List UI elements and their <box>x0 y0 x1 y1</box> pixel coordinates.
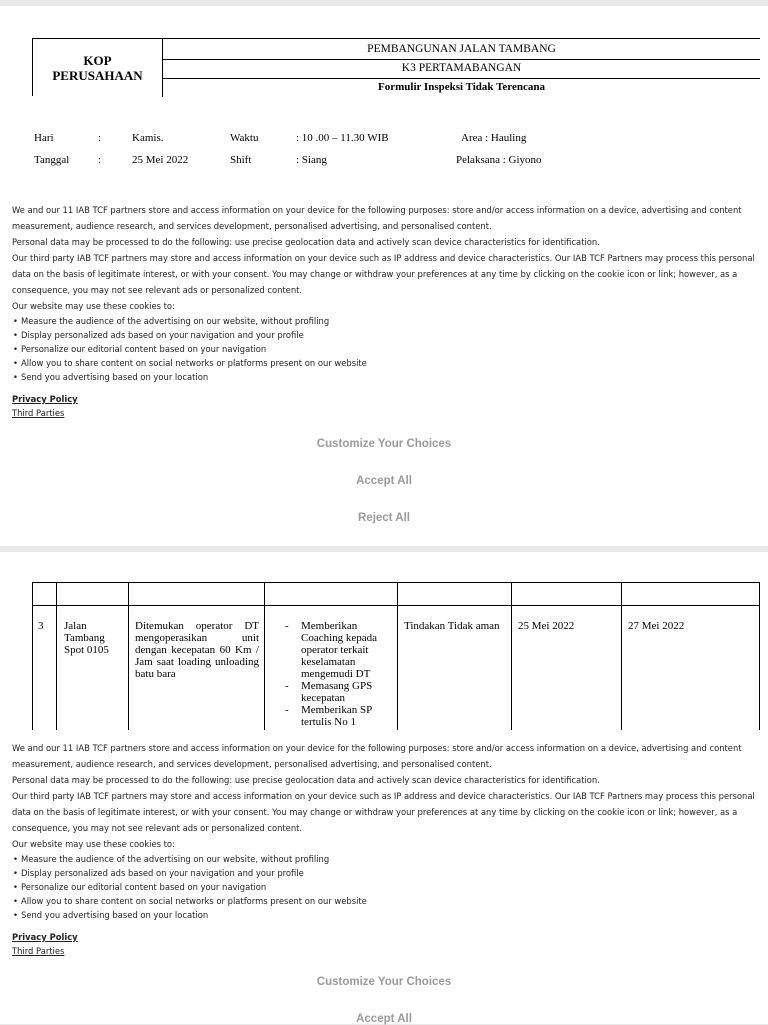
finding-date-cell: 25 Mei 2022 <box>518 620 575 632</box>
location-cell: Jalan Tambang Spot 0105 <box>64 620 109 656</box>
list-item: • Allow you to share content on social networks or platforms present on our website <box>21 356 756 370</box>
area-field: Area : Hauling <box>461 132 527 144</box>
consent-purposes-text: We and our 11 IAB TCF partners store and access information on your device for the following purposes: store and/or access information on a device, advertising and content measurement, audience research, and services development, personalised advertising, and personalised content. <box>12 205 742 231</box>
document-page-2 <box>0 552 768 1024</box>
list-item: • Display personalized ads based on your navigation and your profile <box>21 328 756 342</box>
finding-cell: Ditemukan operator DT mengoperasikan unit dengan kecepatan 60 Km / Jam saat loading unloading batu bara <box>135 620 259 680</box>
cookie-purpose-list <box>12 852 756 922</box>
action-cell <box>285 620 389 728</box>
consent-geolocation-text: Personal data may be processed to do the following: use precise geolocation data and actively scan device characteristics for identification. <box>12 237 600 247</box>
waktu-value: : 10 .00 – 11.30 WIB <box>296 132 389 144</box>
kop-line-1: KOP <box>83 53 112 68</box>
list-item: • Personalize our editorial content based on your navigation <box>21 342 756 356</box>
completion-date-cell: 27 Mei 2022 <box>628 620 685 632</box>
form-header-table <box>32 38 760 96</box>
consent-cookies-intro: Our website may use these cookies to: <box>12 839 175 849</box>
consent-cookies-intro: Our website may use these cookies to: <box>12 301 175 311</box>
pelaksana-field: Pelaksana : Giyono <box>456 154 542 166</box>
list-item: - Memberikan Coaching kepada operator terkait keselamatan mengemudi DT <box>285 620 389 680</box>
shift-label: Shift <box>230 154 252 166</box>
list-item: • Allow you to share content on social networks or platforms present on our website <box>21 894 756 908</box>
accept-all-button[interactable]: Accept All <box>356 475 412 487</box>
consent-partners-text: Our third party IAB TCF partners may store and access information on your device such as IP address and device characteristics. Our IAB TCF Partners may process this personal data on the basis of legitimate interest, or with your consent. You may change or withdraw your preferences at any time by clicking on the cookie icon or link; however, as a consequence, you may not see relevant ads or personalized content. <box>12 791 755 833</box>
tanggal-label: Tanggal <box>34 154 70 166</box>
row-number: 3 <box>38 620 44 632</box>
consent-purposes-text: We and our 11 IAB TCF partners store and access information on your device for the following purposes: store and/or access information on a device, advertising and content measurement, audience research, and services development, personalised advertising, and personalised content. <box>12 743 742 769</box>
shift-value: : Siang <box>296 154 327 166</box>
tanggal-value: 25 Mei 2022 <box>132 154 189 166</box>
document-page-1 <box>0 6 768 546</box>
waktu-label: Waktu <box>230 132 259 144</box>
list-item: • Display personalized ads based on your navigation and your profile <box>21 866 756 880</box>
department-title: K3 PERTAMABANGAN <box>163 59 760 79</box>
customize-choices-button[interactable]: Customize Your Choices <box>316 438 452 450</box>
list-item: • Personalize our editorial content based on your navigation <box>21 880 756 894</box>
category-cell: Tindakan Tidak aman <box>404 620 500 632</box>
list-item: • Measure the audience of the advertising on our website, without profiling <box>21 314 756 328</box>
project-title: PEMBANGUNAN JALAN TAMBANG <box>163 39 760 60</box>
reject-all-button[interactable]: Reject All <box>358 512 410 524</box>
tanggal-colon: : <box>98 154 102 166</box>
third-parties-link[interactable]: Third Parties <box>12 946 65 956</box>
inspection-table <box>32 582 760 730</box>
company-letterhead <box>33 39 163 97</box>
list-item: • Send you advertising based on your location <box>21 370 756 384</box>
cookie-consent-banner <box>0 192 768 546</box>
privacy-policy-link[interactable]: Privacy Policy <box>12 394 78 404</box>
third-parties-link[interactable]: Third Parties <box>12 408 65 418</box>
hari-label: Hari <box>34 132 54 144</box>
customize-choices-button[interactable]: Customize Your Choices <box>316 976 452 988</box>
consent-geolocation-text: Personal data may be processed to do the following: use precise geolocation data and actively scan device characteristics for identification. <box>12 775 600 785</box>
cookie-consent-banner <box>0 730 768 1024</box>
list-item: - Memasang GPS kecepatan <box>285 680 389 704</box>
cookie-purpose-list <box>12 314 756 384</box>
consent-partners-text: Our third party IAB TCF partners may store and access information on your device such as IP address and device characteristics. Our IAB TCF Partners may process this personal data on the basis of legitimate interest, or with your consent. You may change or withdraw your preferences at any time by clicking on the cookie icon or link; however, as a consequence, you may not see relevant ads or personalized content. <box>12 253 755 295</box>
hari-colon: : <box>98 132 102 144</box>
kop-line-2: PERUSAHAAN <box>52 68 143 83</box>
list-item: • Send you advertising based on your location <box>21 908 756 922</box>
list-item: • Measure the audience of the advertising on our website, without profiling <box>21 852 756 866</box>
form-title: Formulir Inspeksi Tidak Terencana <box>378 81 545 93</box>
hari-value: Kamis. <box>132 132 164 144</box>
list-item: - Memberikan SP tertulis No 1 <box>285 704 389 728</box>
accept-all-button[interactable]: Accept All <box>356 1013 412 1025</box>
privacy-policy-link[interactable]: Privacy Policy <box>12 932 78 942</box>
